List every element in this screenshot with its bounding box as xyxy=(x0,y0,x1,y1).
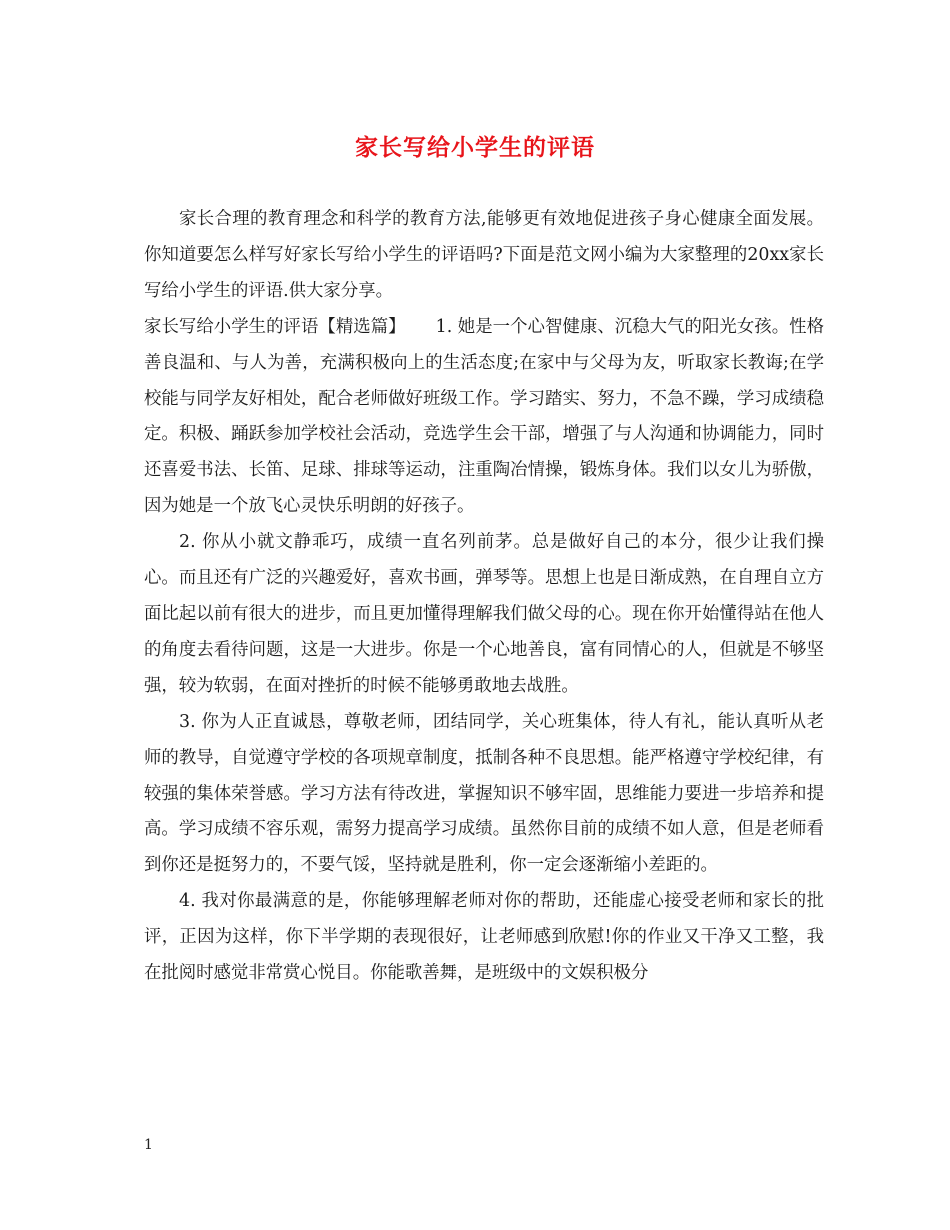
section-paragraph xyxy=(144,310,824,525)
document-title: 家长写给小学生的评语 xyxy=(355,134,595,161)
item-1: 1. 她是一个心智健康、沉稳大气的阳光女孩。性格善良温和、与人为善，充满积极向上的生活态度;在家中与父母为友，听取家长教诲;在学校能与同学友好相处，配合老师做好班级工作。学习踏实、努力，不急不躁，学习成绩稳定。积极、踊跃参加学校社会活动，竞选学生会干部，增强了与人沟通和协调能力，同时还喜爱书法、长笛、足球、排球等运动，注重陶冶情操，锻炼身体。我们以女儿为骄傲，因为她是一个放飞心灵快乐明朗的好孩子。 xyxy=(144,316,824,517)
item-2: 2. 你从小就文静乖巧，成绩一直名列前茅。总是做好自己的本分，很少让我们操心。而且还有广泛的兴趣爱好，喜欢书画，弹琴等。思想上也是日渐成熟，在自理自立方面比起以前有很大的进步，而且更加懂得理解我们做父母的心。现在你开始懂得站在他人的角度去看待问题，这是一大进步。你是一个心地善良，富有同情心的人，但就是不够坚强，较为软弱，在面对挫折的时候不能够勇敢地去战胜。 xyxy=(144,532,824,696)
item-4: 4. 我对你最满意的是，你能够理解老师对你的帮助，还能虚心接受老师和家长的批评，正因为这样，你下半学期的表现很好，让老师感到欣慰!你的作业又干净又工整，我在批阅时感觉非常赏心悦目。你能歌善舞，是班级中的文娱积极分 xyxy=(144,891,824,984)
item-3: 3. 你为人正直诚恳，尊敬老师，团结同学，关心班集体，待人有礼，能认真听从老师的教导，自觉遵守学校的各项规章制度，抵制各种不良思想。能严格遵守学校纪律，有较强的集体荣誉感。学习方法有待改进，掌握知识不够牢固，思维能力要进一步培养和提高。学习成绩不容乐观，需努力提高学习成绩。虽然你目前的成绩不如人意，但是老师看到你还是挺努力的，不要气馁，坚持就是胜利，你一定会逐渐缩小差距的。 xyxy=(144,711,824,876)
intro-paragraph: 家长合理的教育理念和科学的教育方法,能够更有效地促进孩子身心健康全面发展。你知道要怎么样写好家长写给小学生的评语吗?下面是范文网小编为大家整理的20xx家长写给小学生的评语.供大家分享。 xyxy=(144,209,824,301)
section-heading: 家长写给小学生的评语【精选篇】 xyxy=(144,316,406,337)
document-body xyxy=(144,202,824,992)
page-number: 1 xyxy=(144,1137,153,1153)
